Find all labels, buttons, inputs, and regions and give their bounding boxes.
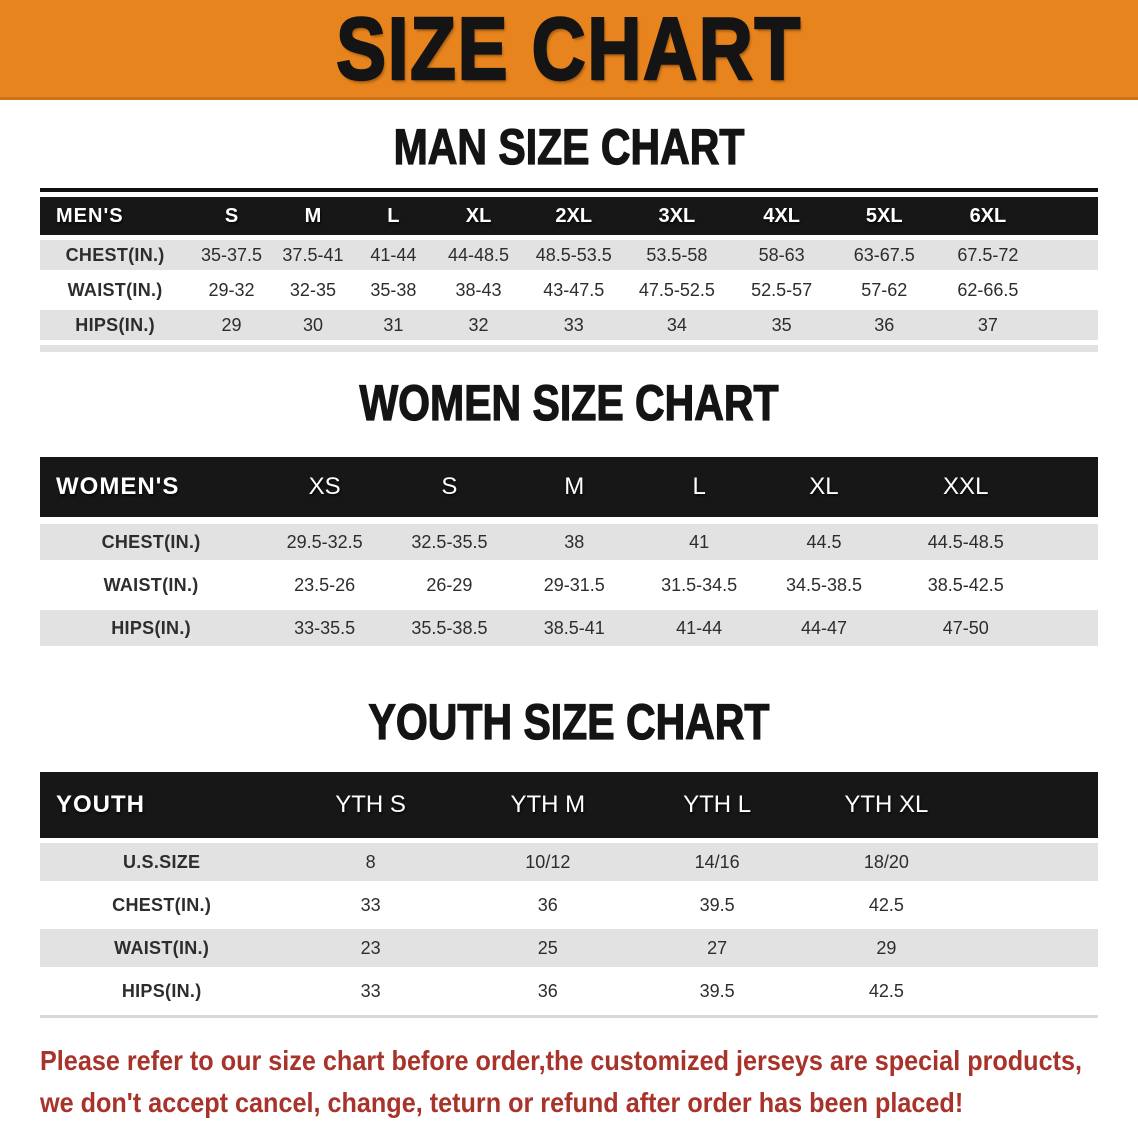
men-size-col: 4XL — [730, 197, 834, 235]
size-cell: 47-50 — [886, 610, 1045, 646]
size-cell: 57-62 — [833, 275, 935, 305]
size-cell: 30 — [273, 310, 353, 340]
row-label: CHEST(IN.) — [40, 240, 190, 270]
men-waist-row — [40, 275, 1098, 305]
size-cell: 41-44 — [353, 240, 433, 270]
men-size-col: M — [273, 197, 353, 235]
size-cell: 35 — [730, 310, 834, 340]
size-cell: 41 — [637, 524, 762, 560]
men-size-col: L — [353, 197, 433, 235]
size-cell: 38.5-41 — [512, 610, 637, 646]
row-label: CHEST(IN.) — [40, 524, 262, 560]
size-cell: 44.5-48.5 — [886, 524, 1045, 560]
youth-header-row — [40, 772, 1098, 838]
disclaimer-text — [40, 1040, 1083, 1124]
size-cell: 14/16 — [638, 843, 797, 881]
spacer-cell — [1041, 240, 1098, 270]
men-header-row — [40, 197, 1098, 235]
size-cell: 35.5-38.5 — [387, 610, 512, 646]
size-cell: 32 — [434, 310, 524, 340]
spacer-cell — [976, 972, 1098, 1010]
size-cell: 31.5-34.5 — [637, 567, 762, 603]
men-size-col: 2XL — [523, 197, 624, 235]
size-cell: 34.5-38.5 — [762, 567, 887, 603]
youth-section-heading: YOUTH SIZE CHART — [368, 694, 770, 750]
size-cell: 26-29 — [387, 567, 512, 603]
men-table — [40, 188, 1098, 352]
women-waist-row — [40, 567, 1098, 603]
banner — [0, 0, 1138, 100]
size-cell: 10/12 — [458, 843, 638, 881]
size-cell: 39.5 — [638, 886, 797, 924]
size-cell: 38-43 — [434, 275, 524, 305]
men-size-col: S — [190, 197, 273, 235]
women-table — [40, 450, 1098, 653]
spacer-cell — [1041, 310, 1098, 340]
men-size-col: XL — [434, 197, 524, 235]
disclaimer-line-2: we don't accept cancel, change, teturn or refund after order has been placed! — [40, 1087, 964, 1118]
size-cell: 23.5-26 — [262, 567, 387, 603]
row-label: WAIST(IN.) — [40, 275, 190, 305]
women-size-col: M — [512, 457, 637, 517]
size-cell: 25 — [458, 929, 638, 967]
youth-hips-row — [40, 972, 1098, 1010]
size-cell: 52.5-57 — [730, 275, 834, 305]
size-cell: 38 — [512, 524, 637, 560]
size-cell: 36 — [833, 310, 935, 340]
size-cell: 44.5 — [762, 524, 887, 560]
disclaimer-line-1: Please refer to our size chart before order,the customized jerseys are special products, — [40, 1045, 1083, 1076]
size-cell: 37.5-41 — [273, 240, 353, 270]
size-cell: 34 — [624, 310, 730, 340]
spacer-cell — [1045, 567, 1098, 603]
women-size-col: XL — [762, 457, 887, 517]
size-cell: 63-67.5 — [833, 240, 935, 270]
row-label: HIPS(IN.) — [40, 972, 283, 1010]
row-label: WAIST(IN.) — [40, 567, 262, 603]
size-cell: 36 — [458, 886, 638, 924]
size-cell: 29-31.5 — [512, 567, 637, 603]
youth-size-col: YTH S — [283, 772, 458, 838]
youth-table-bottom-line — [40, 1015, 1098, 1018]
size-cell: 35-38 — [353, 275, 433, 305]
size-cell: 29 — [796, 929, 976, 967]
size-cell: 53.5-58 — [624, 240, 730, 270]
men-corner-label: MEN'S — [40, 197, 190, 235]
men-size-col: 6XL — [935, 197, 1041, 235]
size-cell: 41-44 — [637, 610, 762, 646]
size-cell: 18/20 — [796, 843, 976, 881]
size-cell: 43-47.5 — [523, 275, 624, 305]
size-cell: 32.5-35.5 — [387, 524, 512, 560]
row-label: U.S.SIZE — [40, 843, 283, 881]
spacer-cell — [1041, 275, 1098, 305]
women-header-row — [40, 457, 1098, 517]
spacer-cell — [1045, 457, 1098, 517]
youth-size-col: YTH L — [638, 772, 797, 838]
spacer-cell — [1041, 197, 1098, 235]
men-size-col: 5XL — [833, 197, 935, 235]
women-chest-row — [40, 524, 1098, 560]
men-table-bottom-strip — [40, 345, 1098, 352]
size-cell: 67.5-72 — [935, 240, 1041, 270]
women-hips-row — [40, 610, 1098, 646]
women-size-col: XS — [262, 457, 387, 517]
women-section-heading: WOMEN SIZE CHART — [359, 375, 779, 431]
men-section-heading: MAN SIZE CHART — [393, 119, 745, 175]
row-label: WAIST(IN.) — [40, 929, 283, 967]
youth-chest-row — [40, 886, 1098, 924]
row-label: HIPS(IN.) — [40, 310, 190, 340]
size-cell: 29-32 — [190, 275, 273, 305]
size-cell: 23 — [283, 929, 458, 967]
size-cell: 62-66.5 — [935, 275, 1041, 305]
row-label: HIPS(IN.) — [40, 610, 262, 646]
size-cell: 27 — [638, 929, 797, 967]
size-cell: 42.5 — [796, 886, 976, 924]
youth-size-col: YTH XL — [796, 772, 976, 838]
size-cell: 8 — [283, 843, 458, 881]
size-cell: 33-35.5 — [262, 610, 387, 646]
men-size-col: 3XL — [624, 197, 730, 235]
women-corner-label: WOMEN'S — [40, 457, 262, 517]
men-hips-row — [40, 310, 1098, 340]
size-cell: 36 — [458, 972, 638, 1010]
women-size-col: L — [637, 457, 762, 517]
size-cell: 38.5-42.5 — [886, 567, 1045, 603]
size-cell: 58-63 — [730, 240, 834, 270]
spacer-cell — [976, 886, 1098, 924]
women-size-col: XXL — [886, 457, 1045, 517]
size-cell: 47.5-52.5 — [624, 275, 730, 305]
youth-ussize-row — [40, 843, 1098, 881]
size-cell: 33 — [283, 972, 458, 1010]
size-cell: 29 — [190, 310, 273, 340]
size-cell: 44-47 — [762, 610, 887, 646]
size-cell: 42.5 — [796, 972, 976, 1010]
spacer-cell — [976, 929, 1098, 967]
spacer-cell — [976, 772, 1098, 838]
youth-size-col: YTH M — [458, 772, 638, 838]
size-cell: 31 — [353, 310, 433, 340]
row-label: CHEST(IN.) — [40, 886, 283, 924]
size-cell: 32-35 — [273, 275, 353, 305]
spacer-cell — [1045, 524, 1098, 560]
size-cell: 37 — [935, 310, 1041, 340]
banner-title: SIZE CHART — [336, 0, 802, 98]
size-cell: 33 — [523, 310, 624, 340]
size-cell: 29.5-32.5 — [262, 524, 387, 560]
men-chest-row — [40, 240, 1098, 270]
spacer-cell — [1045, 610, 1098, 646]
youth-corner-label: YOUTH — [40, 772, 283, 838]
spacer-cell — [976, 843, 1098, 881]
size-cell: 39.5 — [638, 972, 797, 1010]
youth-table — [40, 767, 1098, 1018]
youth-waist-row — [40, 929, 1098, 967]
size-cell: 48.5-53.5 — [523, 240, 624, 270]
size-cell: 35-37.5 — [190, 240, 273, 270]
size-cell: 33 — [283, 886, 458, 924]
women-size-col: S — [387, 457, 512, 517]
size-cell: 44-48.5 — [434, 240, 524, 270]
